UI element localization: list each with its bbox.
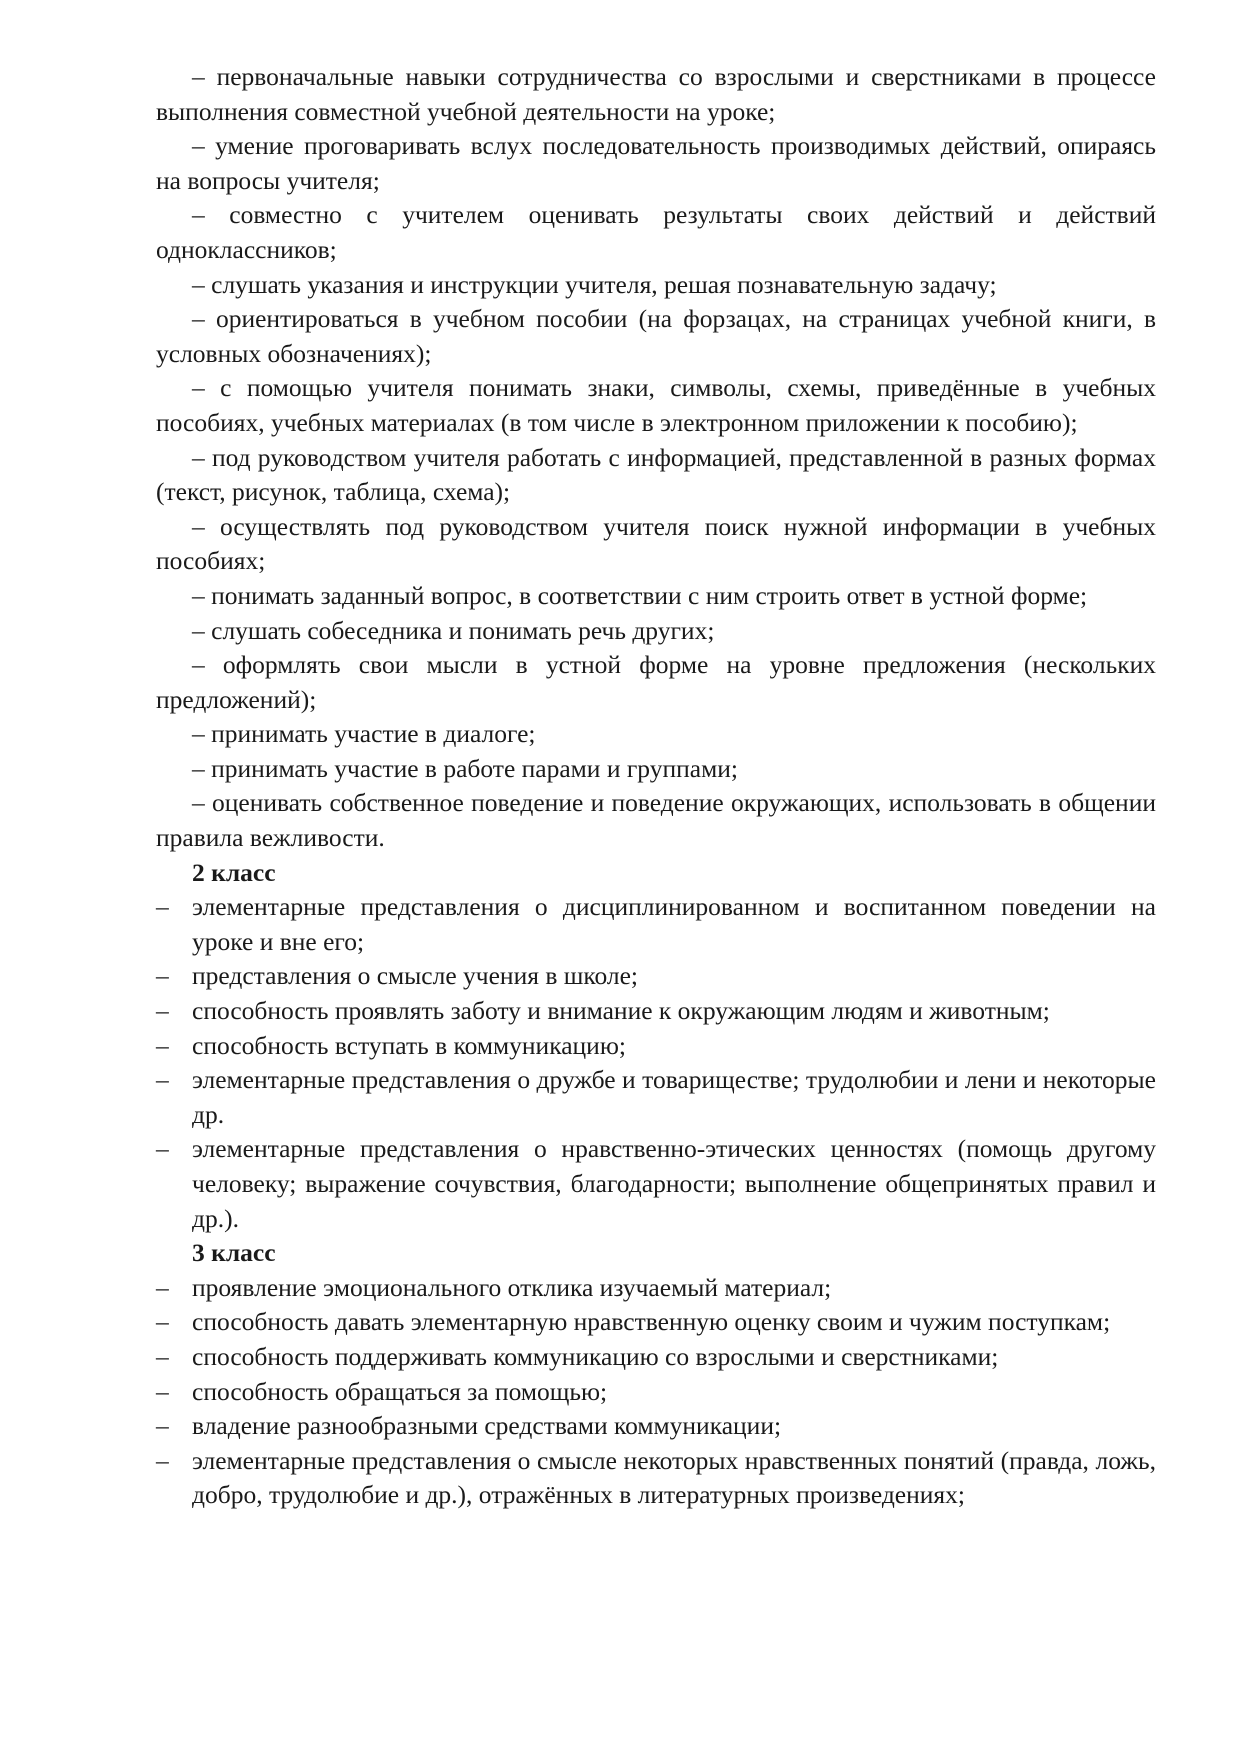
document-page	[156, 60, 1156, 1513]
paragraph: – умение проговаривать вслух последовательность производимых действий, опираясь на вопросы учителя;	[156, 131, 1156, 195]
list-item-text: способность обращаться за помощью;	[192, 1376, 608, 1406]
paragraph: – первоначальные навыки сотрудничества со взрослыми и сверстниками в процессе выполнения совместной учебной деятельности на уроке;	[156, 62, 1156, 126]
paragraph: – оценивать собственное поведение и поведение окружающих, использовать в общении правила вежливости.	[156, 788, 1156, 853]
bullet-dash: –	[156, 1030, 169, 1060]
list-item-text: проявление эмоционального отклика изучаемый материал;	[192, 1272, 832, 1302]
list-item-text: элементарные представления о нравственно-этических ценностях (помощь другому человеку; выражение сочувствия, благодарности; выполнение общепринятых правил и др.).	[192, 1134, 1156, 1233]
bullet-dash: –	[156, 1272, 169, 1302]
list-item	[156, 1444, 1156, 1513]
list-item	[156, 1305, 1156, 1340]
grade2-heading: 2 класс	[192, 857, 276, 887]
paragraph: – оформлять свои мысли в устной форме на уровне предложения (нескольких предложений);	[156, 650, 1156, 714]
bullet-dash: –	[156, 996, 169, 1026]
list-item	[156, 1340, 1156, 1375]
list-item	[156, 1409, 1156, 1444]
list-item-text: способность давать элементарную нравственную оценку своим и чужим поступкам;	[192, 1307, 1111, 1337]
grade2-list	[156, 890, 1156, 1236]
list-item-text: представления о смысле учения в школе;	[192, 961, 639, 991]
bullet-dash: –	[156, 1445, 169, 1475]
list-item	[156, 890, 1156, 959]
grade1-list	[156, 60, 1156, 856]
list-item-text: способность поддерживать коммуникацию со взрослыми и сверстниками;	[192, 1341, 999, 1371]
list-item-text: элементарные представления о дружбе и товариществе; трудолюбии и лени и некоторые др.	[192, 1065, 1156, 1129]
grade3-list	[156, 1271, 1156, 1513]
paragraph: – под руководством учителя работать с информацией, представленной в разных формах (текст, рисунок, таблица, схема);	[156, 442, 1156, 507]
list-item	[156, 1132, 1156, 1236]
paragraph: – осуществлять под руководством учителя поиск нужной информации в учебных пособиях;	[156, 511, 1156, 576]
list-item-text: элементарные представления о дисциплинированном и воспитанном поведении на уроке и вне его;	[192, 892, 1156, 956]
bullet-dash: –	[156, 1134, 169, 1164]
list-item	[156, 994, 1156, 1029]
paragraph: – понимать заданный вопрос, в соответствии с ним строить ответ в устной форме;	[192, 580, 1088, 610]
bullet-dash: –	[156, 1065, 169, 1095]
list-item-text: владение разнообразными средствами коммуникации;	[192, 1411, 782, 1441]
bullet-dash: –	[156, 1307, 169, 1337]
paragraph: – совместно с учителем оценивать результаты своих действий и действий одноклассников;	[156, 200, 1156, 264]
list-item-text: способность проявлять заботу и внимание к окружающим людям и животным;	[192, 996, 1050, 1026]
list-item-text: элементарные представления о смысле некоторых нравственных понятий (правда, ложь, добро, трудолюбие и др.), отражённых в литературных произведениях;	[192, 1445, 1156, 1510]
list-item	[156, 959, 1156, 994]
paragraph: – принимать участие в диалоге;	[192, 719, 536, 749]
list-item	[156, 1029, 1156, 1064]
paragraph: – слушать собеседника и понимать речь других;	[192, 615, 715, 645]
paragraph: – ориентироваться в учебном пособии (на форзацах, на страницах учебной книги, в условных обозначениях);	[156, 304, 1156, 368]
list-item-text: способность вступать в коммуникацию;	[192, 1030, 626, 1060]
paragraph: – с помощью учителя понимать знаки, символы, схемы, приведённые в учебных пособиях, учебных материалах (в том числе в электронном приложении к пособию);	[156, 373, 1156, 437]
bullet-dash: –	[156, 892, 169, 922]
paragraph: – слушать указания и инструкции учителя, решая познавательную задачу;	[192, 269, 997, 299]
grade3-heading: 3 класс	[192, 1238, 276, 1268]
paragraph: – принимать участие в работе парами и группами;	[192, 753, 738, 783]
bullet-dash: –	[156, 1411, 169, 1441]
list-item	[156, 1063, 1156, 1132]
list-item	[156, 1375, 1156, 1410]
list-item	[156, 1271, 1156, 1306]
bullet-dash: –	[156, 961, 169, 991]
bullet-dash: –	[156, 1376, 169, 1406]
bullet-dash: –	[156, 1341, 169, 1371]
